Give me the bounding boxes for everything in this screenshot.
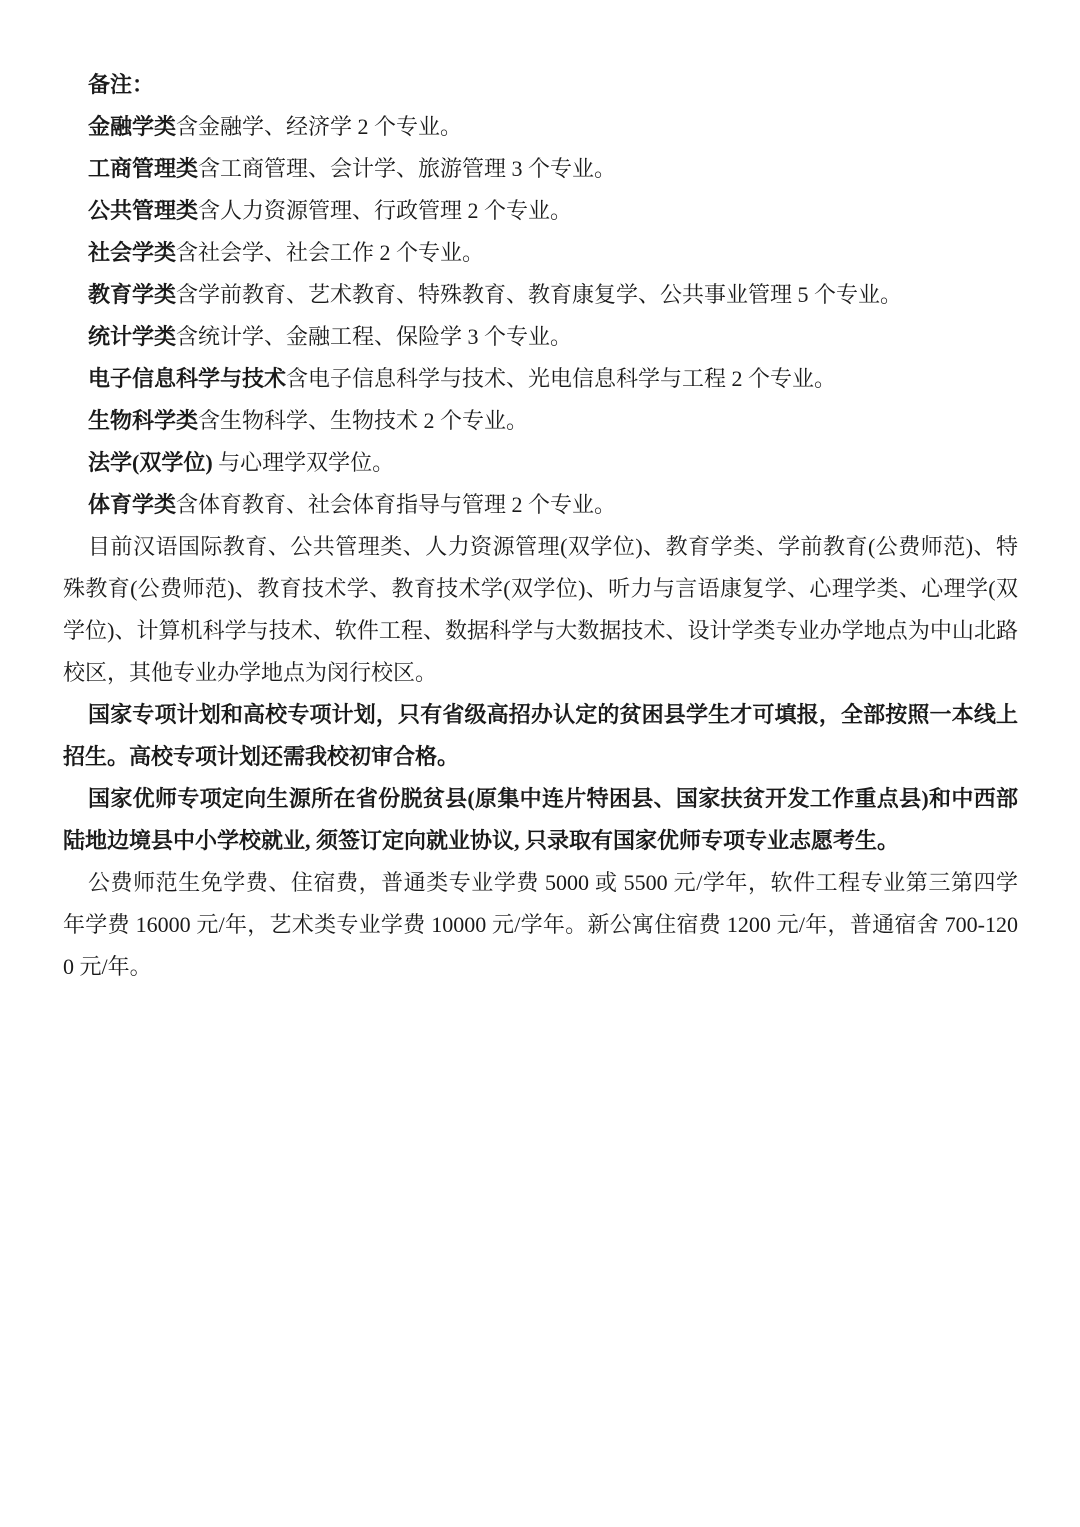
category-note — [63, 400, 1018, 442]
category-note — [63, 274, 1018, 316]
category-note — [63, 442, 1018, 484]
category-description: 含体育教育、社会体育指导与管理 2 个专业。 — [176, 492, 617, 517]
category-description: 含学前教育、艺术教育、特殊教育、教育康复学、公共事业管理 5 个专业。 — [176, 282, 903, 307]
category-term: 教育学类 — [88, 282, 177, 307]
category-description: 与心理学双学位。 — [212, 450, 395, 475]
category-description: 含金融学、经济学 2 个专业。 — [176, 114, 463, 139]
category-note — [63, 148, 1018, 190]
category-description: 含统计学、金融工程、保险学 3 个专业。 — [176, 324, 573, 349]
category-description: 含人力资源管理、行政管理 2 个专业。 — [198, 198, 573, 223]
body-paragraph-bold: 国家专项计划和高校专项计划，只有省级高招办认定的贫困县学生才可填报，全部按照一本线上招生。高校专项计划还需我校初审合格。 — [63, 702, 1018, 769]
category-term: 社会学类 — [88, 240, 177, 265]
category-description: 含生物科学、生物技术 2 个专业。 — [198, 408, 529, 433]
body-paragraph-bold: 国家优师专项定向生源所在省份脱贫县(原集中连片特困县、国家扶贫开发工作重点县)和中西部陆地边境县中小学校就业, 须签订定向就业协议, 只录取有国家优师专项专业志愿考生。 — [63, 786, 1018, 853]
paragraph-list — [63, 526, 1018, 988]
category-note — [63, 358, 1018, 400]
category-term: 工商管理类 — [88, 156, 199, 181]
category-term: 统计学类 — [88, 324, 177, 349]
category-note — [63, 484, 1018, 526]
category-notes-list — [63, 106, 1018, 526]
body-paragraph: 目前汉语国际教育、公共管理类、人力资源管理(双学位)、教育学类、学前教育(公费师范)、特殊教育(公费师范)、教育技术学、教育技术学(双学位)、听力与言语康复学、心理学类、心理学(双学位)、计算机科学与技术、软件工程、数据科学与大数据技术、设计学类专业办学地点为中山北路校区，其他专业办学地点为闵行校区。 — [63, 534, 1018, 685]
category-note — [63, 190, 1018, 232]
category-term: 法学(双学位) — [88, 450, 213, 475]
category-term: 生物科学类 — [88, 408, 199, 433]
category-description: 含电子信息科学与技术、光电信息科学与工程 2 个专业。 — [286, 366, 837, 391]
category-term: 体育学类 — [88, 492, 177, 517]
category-note — [63, 106, 1018, 148]
category-note — [63, 232, 1018, 274]
remarks-heading: 备注： — [88, 72, 155, 97]
category-term: 公共管理类 — [88, 198, 199, 223]
category-term: 金融学类 — [88, 114, 177, 139]
category-note — [63, 316, 1018, 358]
body-paragraph: 公费师范生免学费、住宿费，普通类专业学费 5000 或 5500 元/学年，软件工程专业第三第四学年学费 16000 元/年，艺术类专业学费 10000 元/学年。新公寓住宿费 1200 元/年，普通宿舍 700-1200 元/年。 — [63, 870, 1018, 979]
category-description: 含工商管理、会计学、旅游管理 3 个专业。 — [198, 156, 617, 181]
category-description: 含社会学、社会工作 2 个专业。 — [176, 240, 485, 265]
category-term: 电子信息科学与技术 — [88, 366, 287, 391]
